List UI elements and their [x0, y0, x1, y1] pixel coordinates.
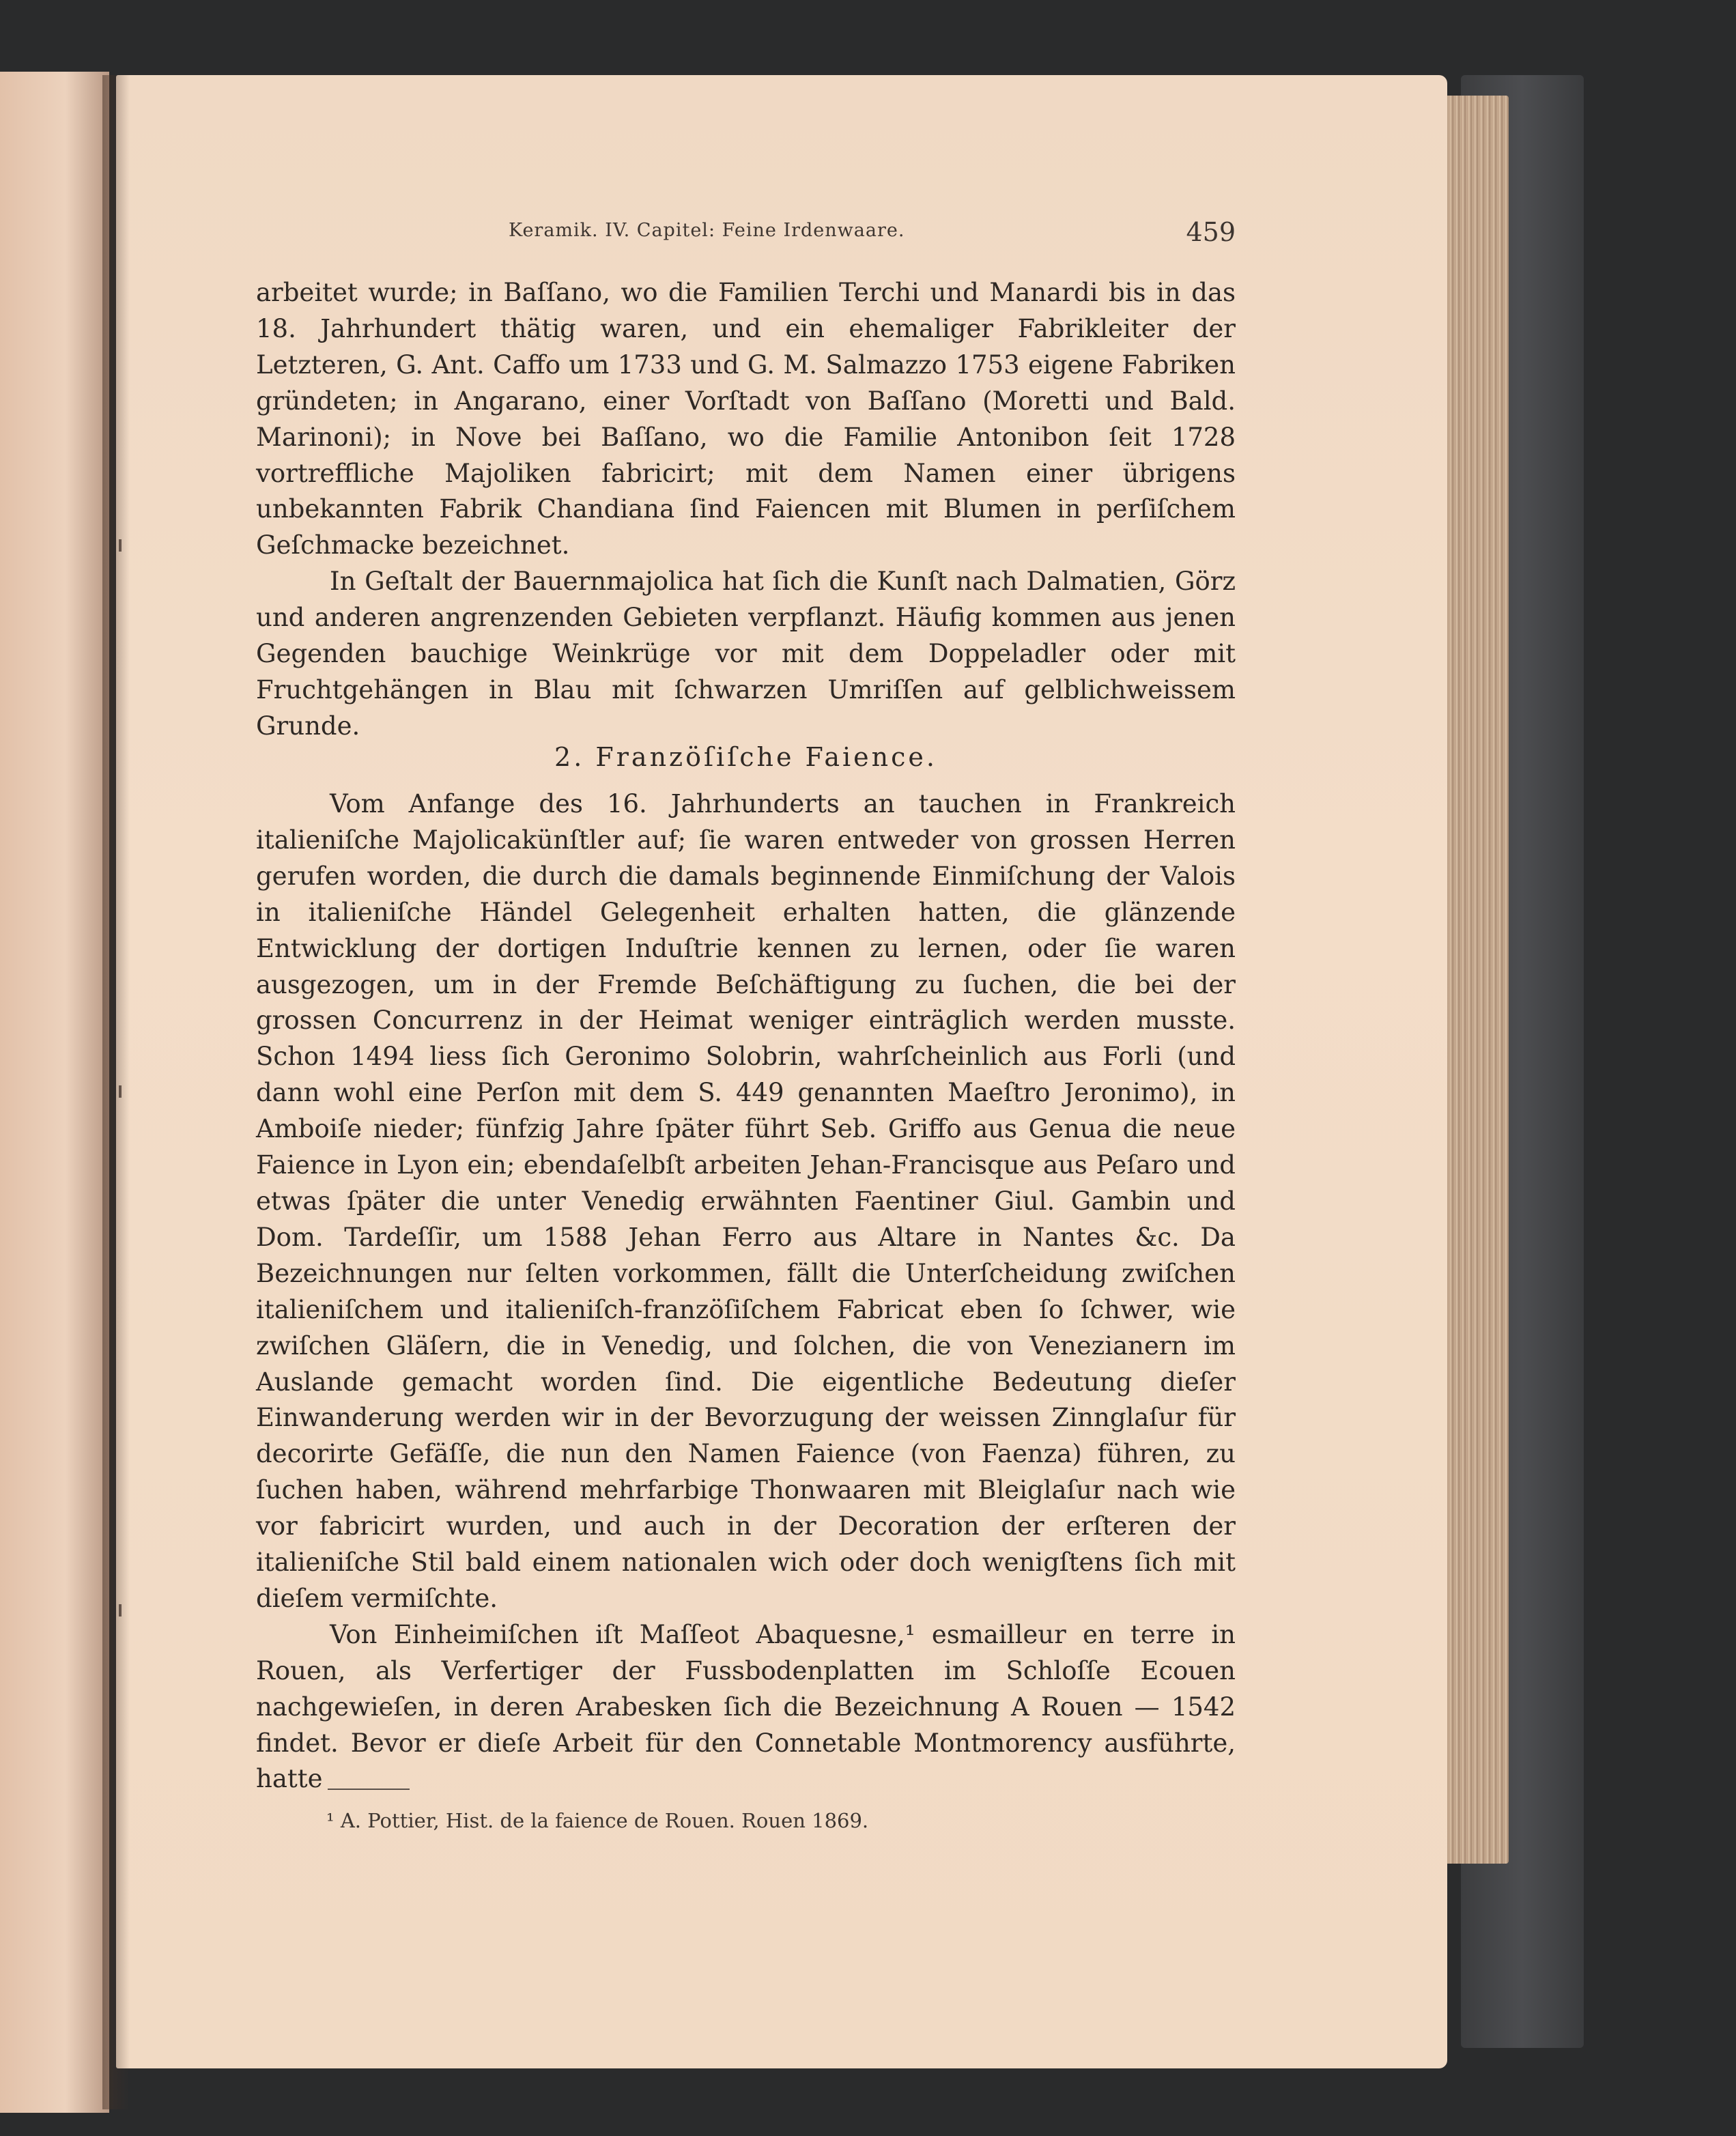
page-number: 459	[1186, 217, 1236, 247]
text-block-top	[256, 275, 1236, 745]
running-title: Keramik. IV. Capitel: Feine Irdenwaare.	[509, 220, 905, 241]
footnote: ¹ A. Pottier, Hist. de la faience de Rouen. Rouen 1869.	[326, 1809, 869, 1832]
paragraph: arbeitet wurde; in Baſſano, wo die Familien Terchi und Manardi bis in das 18. Jahrhundert thätig waren, und ein ehemaliger Fabrikleiter der Letzteren, G. Ant. Caffo um 1733 und G. M. Salmazzo 1753 eigene Fabriken gründeten; in Angarano, einer Vorſtadt von Baſſano (Moretti und Bald. Marinoni); in Nove bei Baſſano, wo die Familie Antonibon ſeit 1728 vortreffliche Majoliken fabricirt; mit dem Namen einer übrigens unbekannten Fabrik Chandiana ſind Faiencen mit Blumen in perſiſchem Geſchmacke bezeichnet.	[256, 278, 1236, 560]
text-block-section	[256, 786, 1236, 1797]
footnote-rule	[328, 1789, 410, 1790]
left-page-edge	[0, 72, 109, 2113]
spine-shadow	[102, 75, 130, 2109]
section-heading: 2. Franzöſiſche Faience.	[554, 742, 937, 772]
paragraph: Von Einheimiſchen iſt Maſſeot Abaquesne,¹ esmailleur en terre in Rouen, als Verfertiger der Fussbodenplatten im Schloſſe Ecouen nachgewieſen, in deren Arabesken ſich die Bezeichnung A Rouen — 1542 findet. Bevor er dieſe Arbeit für den Connetable Montmorency ausführte, hatte	[256, 1619, 1236, 1794]
running-header	[509, 217, 1236, 251]
paragraph: Vom Anfange des 16. Jahrhunderts an tauchen in Frankreich italieniſche Majolicakünſtler auf; ſie waren entweder von grossen Herren gerufen worden, die durch die damals beginnende Einmiſchung der Valois in italieniſche Händel Gelegenheit erhalten hatten, die glänzende Entwicklung der dortigen Induſtrie kennen zu lernen, oder ſie waren ausgezogen, um in der Fremde Beſchäftigung zu ſuchen, die bei der grossen Concurrenz in der Heimat weniger einträglich werden musste. Schon 1494 liess ſich Geronimo Solobrin, wahrſcheinlich aus Forli (und dann wohl eine Perſon mit dem S. 449 genannten Maeſtro Jeronimo), in Amboiſe nieder; fünfzig Jahre ſpäter führt Seb. Griffo aus Genua die neue Faience in Lyon ein; ebendaſelbſt arbeiten Jehan-Francisque aus Peſaro und etwas ſpäter die unter Venedig erwähnten Faentiner Giul. Gambin und Dom. Tardeſſir, um 1588 Jehan Ferro aus Altare in Nantes &c. Da Bezeichnungen nur ſelten vorkommen, fällt die Unterſcheidung zwiſchen italieniſchem und italieniſch-franzöſiſchem Fabricat eben ſo ſchwer, wie zwiſchen Gläſern, die in Venedig, und ſolchen, die von Venezianern im Auslande gemacht worden ſind. Die eigentliche Bedeutung dieſer Einwanderung werden wir in der Bevorzugung der weissen Zinnglaſur für decorirte Gefäſſe, die nun den Namen Faience (von Faenza) führen, zu ſuchen haben, während mehrfarbige Thonwaaren mit Bleiglaſur nach wie vor fabricirt wurden, und auch in der Decoration der erſteren der italieniſche Stil bald einem nationalen wich oder doch wenigſtens ſich mit dieſem vermiſchte.	[256, 789, 1236, 1613]
paragraph: In Geſtalt der Bauernmajolica hat ſich die Kunſt nach Dalmatien, Görz und anderen angrenzenden Gebieten verpflanzt. Häufig kommen aus jenen Gegenden bauchige Weinkrüge vor mit dem Doppeladler oder mit Fruchtgehängen in Blau mit ſchwarzen Umriſſen auf gelblichweissem Grunde.	[256, 567, 1236, 741]
